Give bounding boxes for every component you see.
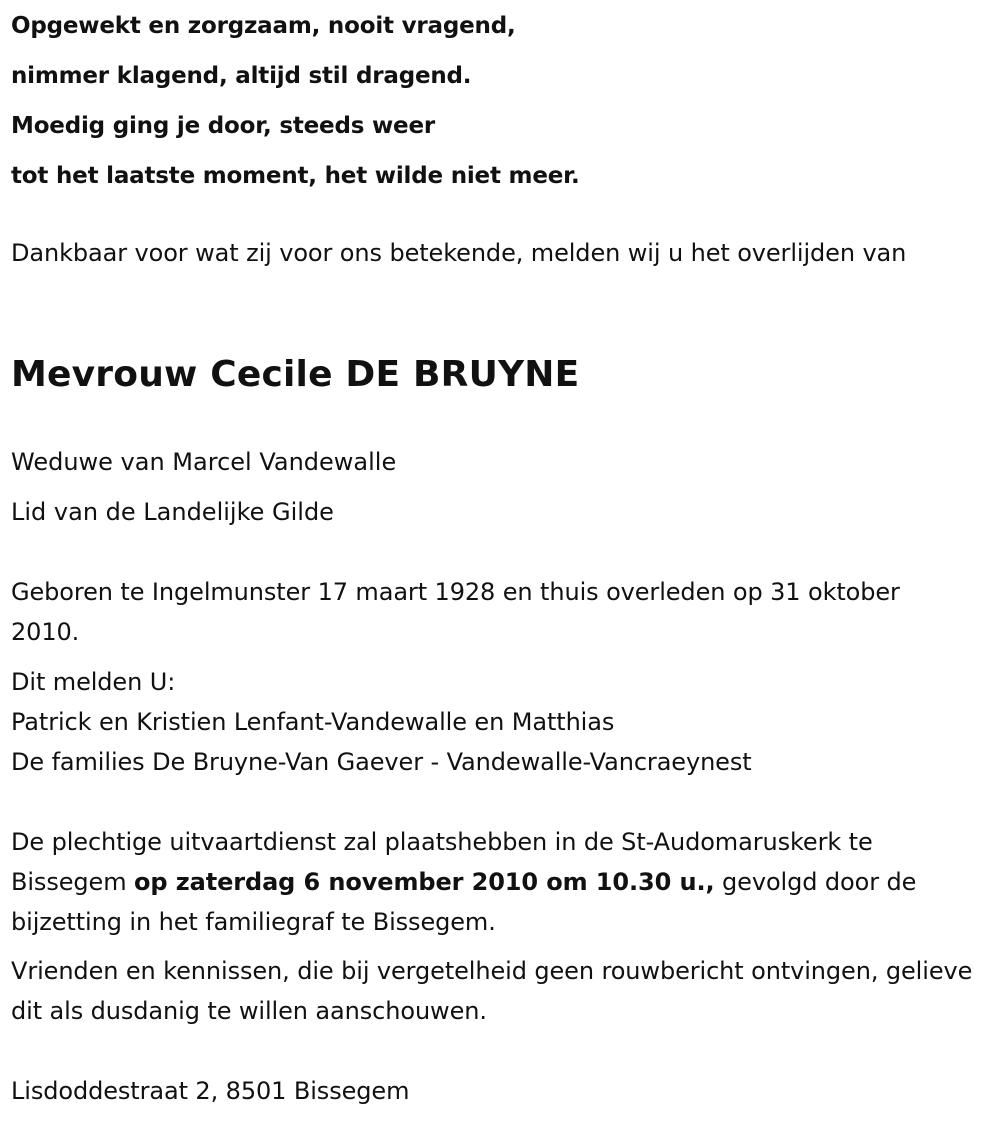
announcers-label: Dit melden U: xyxy=(11,668,176,696)
announcers xyxy=(11,662,752,782)
poem-line: tot het laatste moment, het wilde niet meer. xyxy=(11,163,580,189)
announcers-line: De families De Bruyne-Van Gaever - Vandewalle-Vancraeynest xyxy=(11,748,752,776)
funeral-date-time: op zaterdag 6 november 2010 om 10.30 u., xyxy=(134,868,715,896)
poem-line: Opgewekt en zorgzaam, nooit vragend, xyxy=(11,13,516,39)
deceased-name: Mevrouw Cecile DE BRUYNE xyxy=(11,354,580,395)
poem xyxy=(11,1,580,201)
address: Lisdoddestraat 2, 8501 Bissegem xyxy=(11,1077,410,1105)
funeral-text-after: gevolgd door de bijzetting in het familiegraf te Bissegem. xyxy=(11,868,917,936)
notice-text: Vrienden en kennissen, die bij vergetelheid geen rouwbericht ontvingen, gelieve dit als dusdanig te willen aanschouwen. xyxy=(11,957,973,1025)
funeral-text xyxy=(11,822,986,942)
poem-line: nimmer klagend, altijd stil dragend. xyxy=(11,63,472,89)
intro-text: Dankbaar voor wat zij voor ons betekende, melden wij u het overlijden van xyxy=(11,239,907,267)
poem-line: Moedig ging je door, steeds weer xyxy=(11,113,435,139)
member-of: Lid van de Landelijke Gilde xyxy=(11,498,334,526)
announcers-line: Patrick en Kristien Lenfant-Vandewalle en Matthias xyxy=(11,708,615,736)
birth-death-text: Geboren te Ingelmunster 17 maart 1928 en thuis overleden op 31 oktober 2010. xyxy=(11,578,900,646)
funeral-text-before: De plechtige uitvaartdienst zal plaatshebben in de St-Audomaruskerk te Bissegem xyxy=(11,828,873,896)
widow-of: Weduwe van Marcel Vandewalle xyxy=(11,448,397,476)
